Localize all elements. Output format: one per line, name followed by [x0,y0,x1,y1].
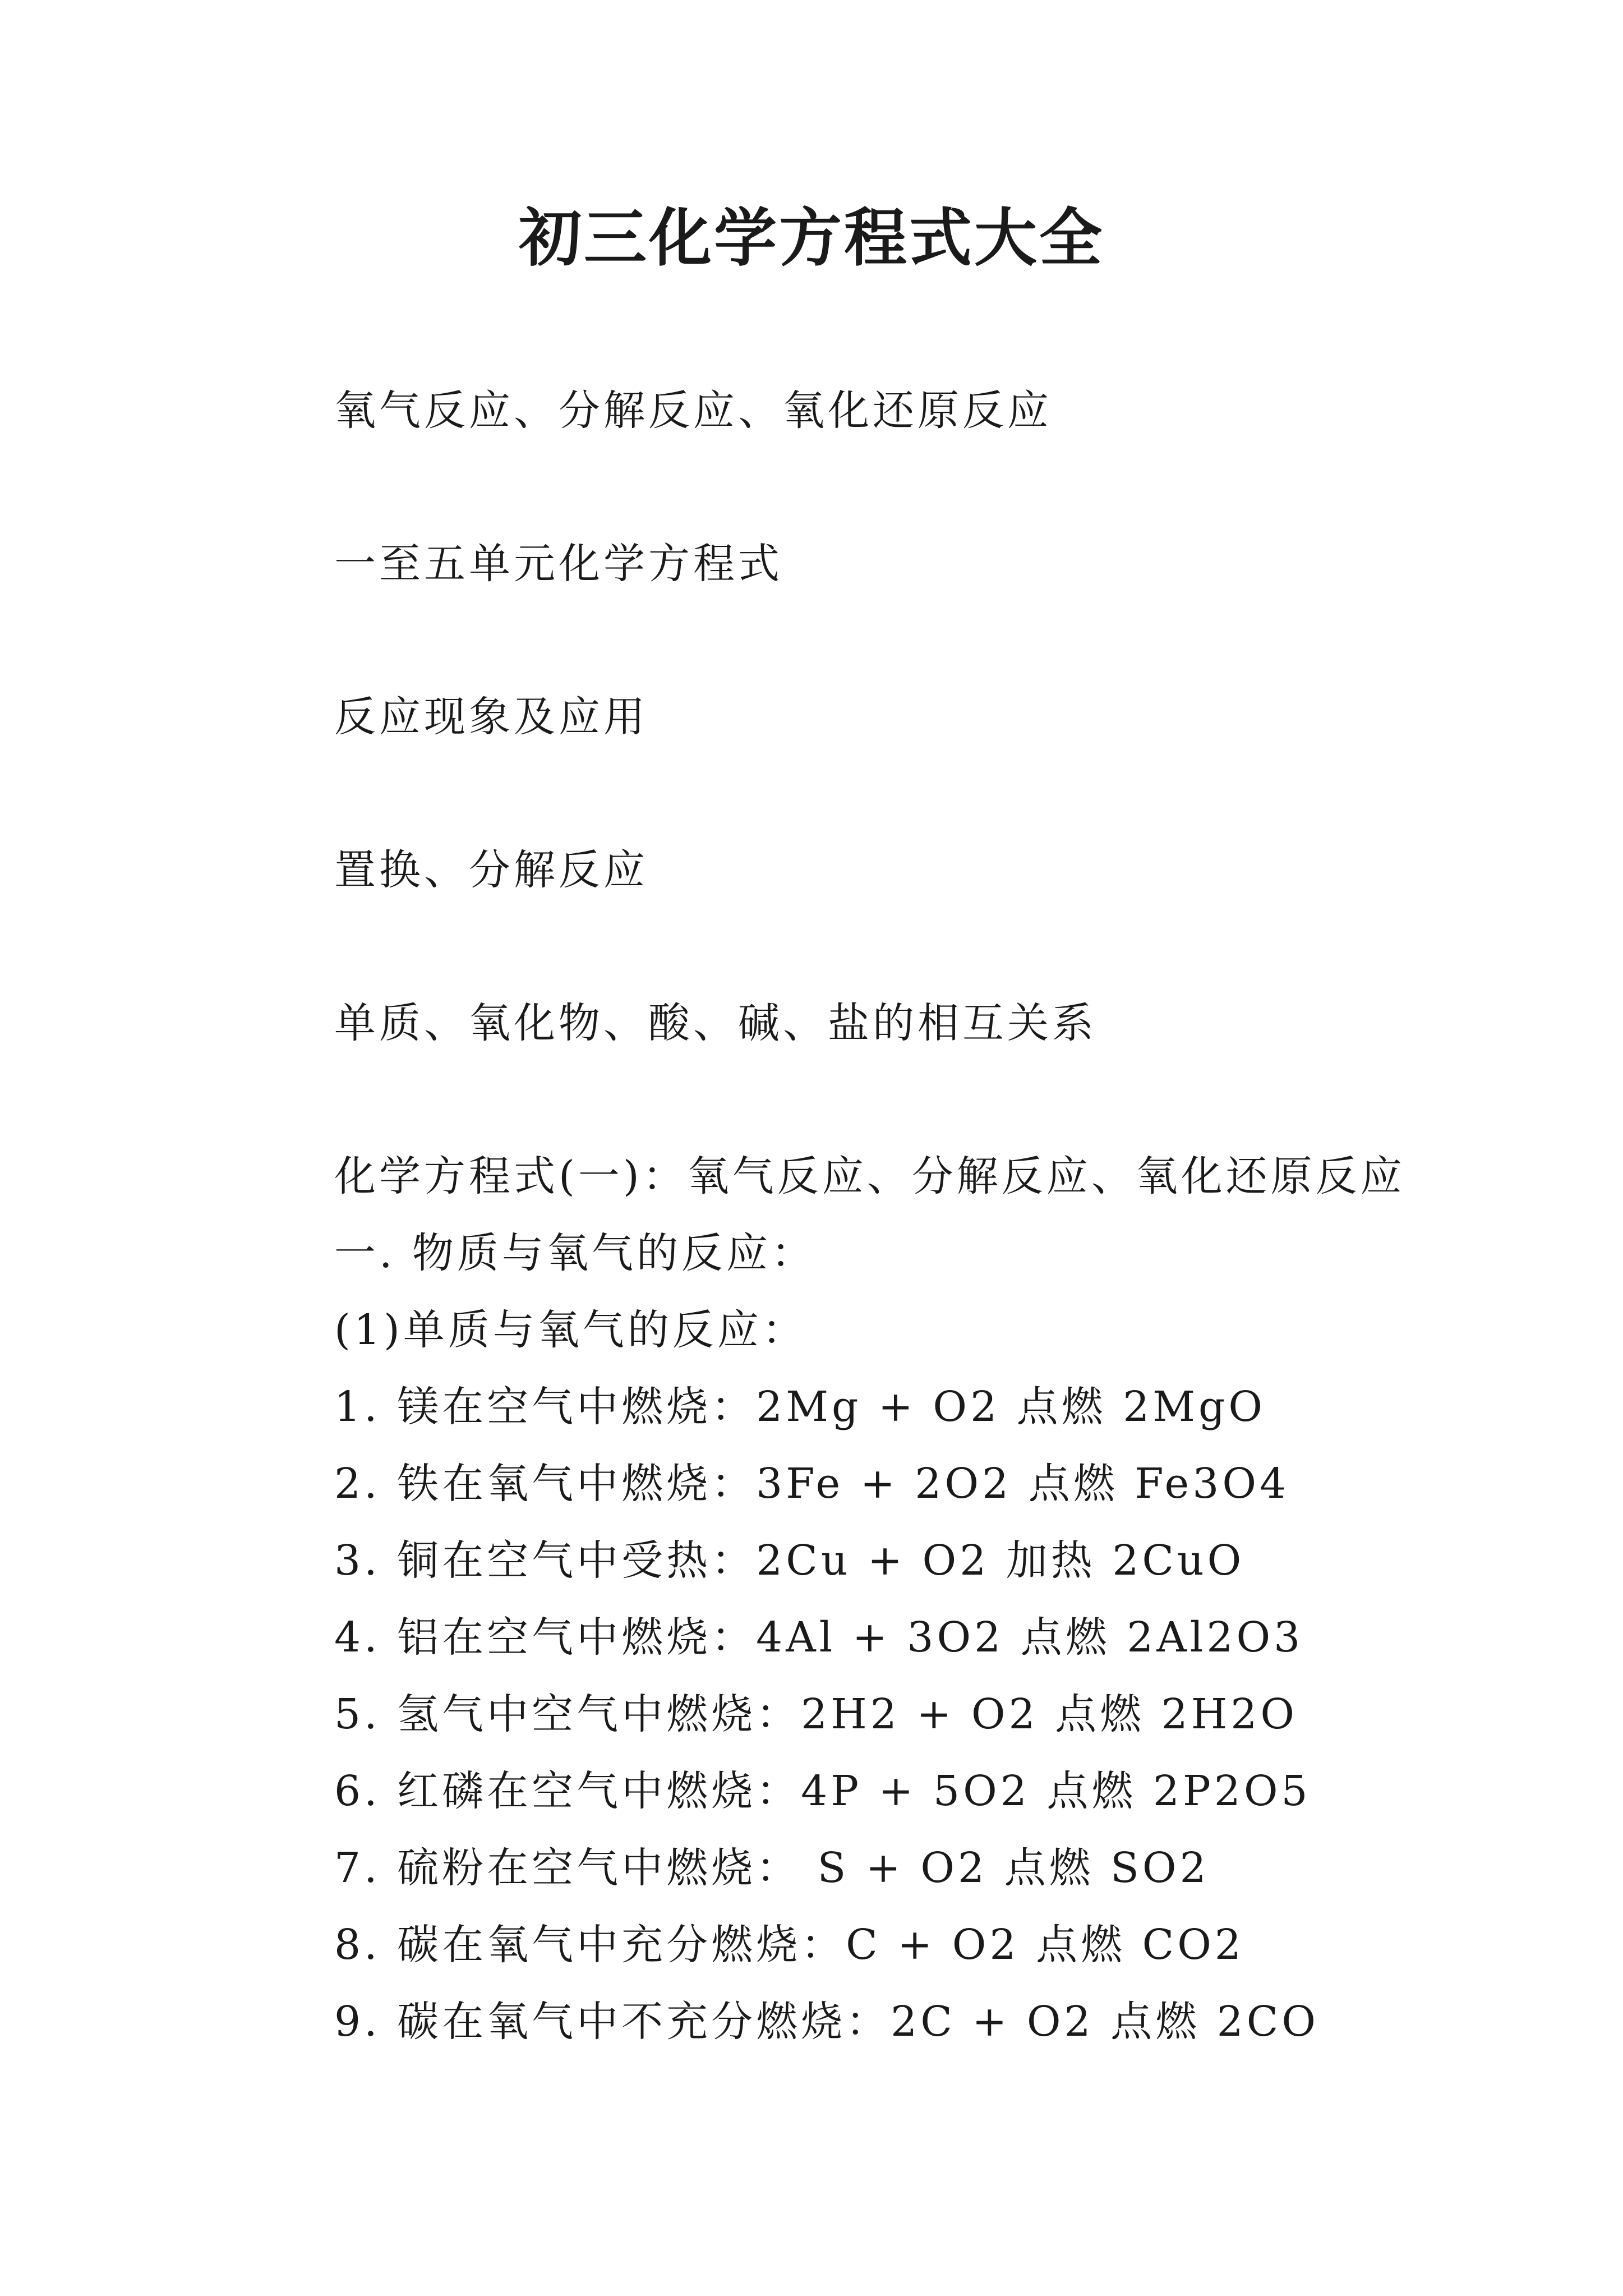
toc-item-oxygen-reactions: 氧气反应、分解反应、氧化还原反应 [334,386,1052,435]
equation-item: 6. 红磷在空气中燃烧：4P + 5O2 点燃 2P2O5 [334,1767,1311,1815]
equation-item: 2. 铁在氧气中燃烧：3Fe + 2O2 点燃 Fe3O4 [334,1460,1290,1508]
toc-item-units-one-to-five: 一至五单元化学方程式 [334,540,783,588]
equation-item: 5. 氢气中空气中燃烧：2H2 + O2 点燃 2H2O [334,1690,1298,1738]
equation-item: 4. 铝在空气中燃烧：4Al + 3O2 点燃 2Al2O3 [334,1613,1304,1662]
equation-item: 8. 碳在氧气中充分燃烧：C + O2 点燃 CO2 [334,1921,1244,1969]
subheading-oxygen-reactions: 一. 物质与氧气的反应： [334,1229,817,1277]
equation-item: 3. 铜在空气中受热：2Cu + O2 加热 2CuO [334,1536,1245,1585]
toc-item-substance-relations: 单质、氧化物、酸、碱、盐的相互关系 [334,999,1097,1047]
equation-item: 9. 碳在氧气中不充分燃烧：2C + O2 点燃 2CO [334,1998,1320,2046]
document-title: 初三化学方程式大全 [519,201,1104,275]
section-heading: 化学方程式(一)：氧气反应、分解反应、氧化还原反应 [334,1152,1405,1200]
equation-item: 1. 镁在空气中燃烧：2Mg + O2 点燃 2MgO [334,1383,1266,1431]
subheading-elements-with-oxygen: (1)单质与氧气的反应： [334,1306,807,1354]
equation-item: 7. 硫粉在空气中燃烧： S + O2 点燃 SO2 [334,1844,1210,1892]
toc-item-phenomena-applications: 反应现象及应用 [334,693,648,741]
toc-item-displacement-decomposition: 置换、分解反应 [334,846,648,894]
